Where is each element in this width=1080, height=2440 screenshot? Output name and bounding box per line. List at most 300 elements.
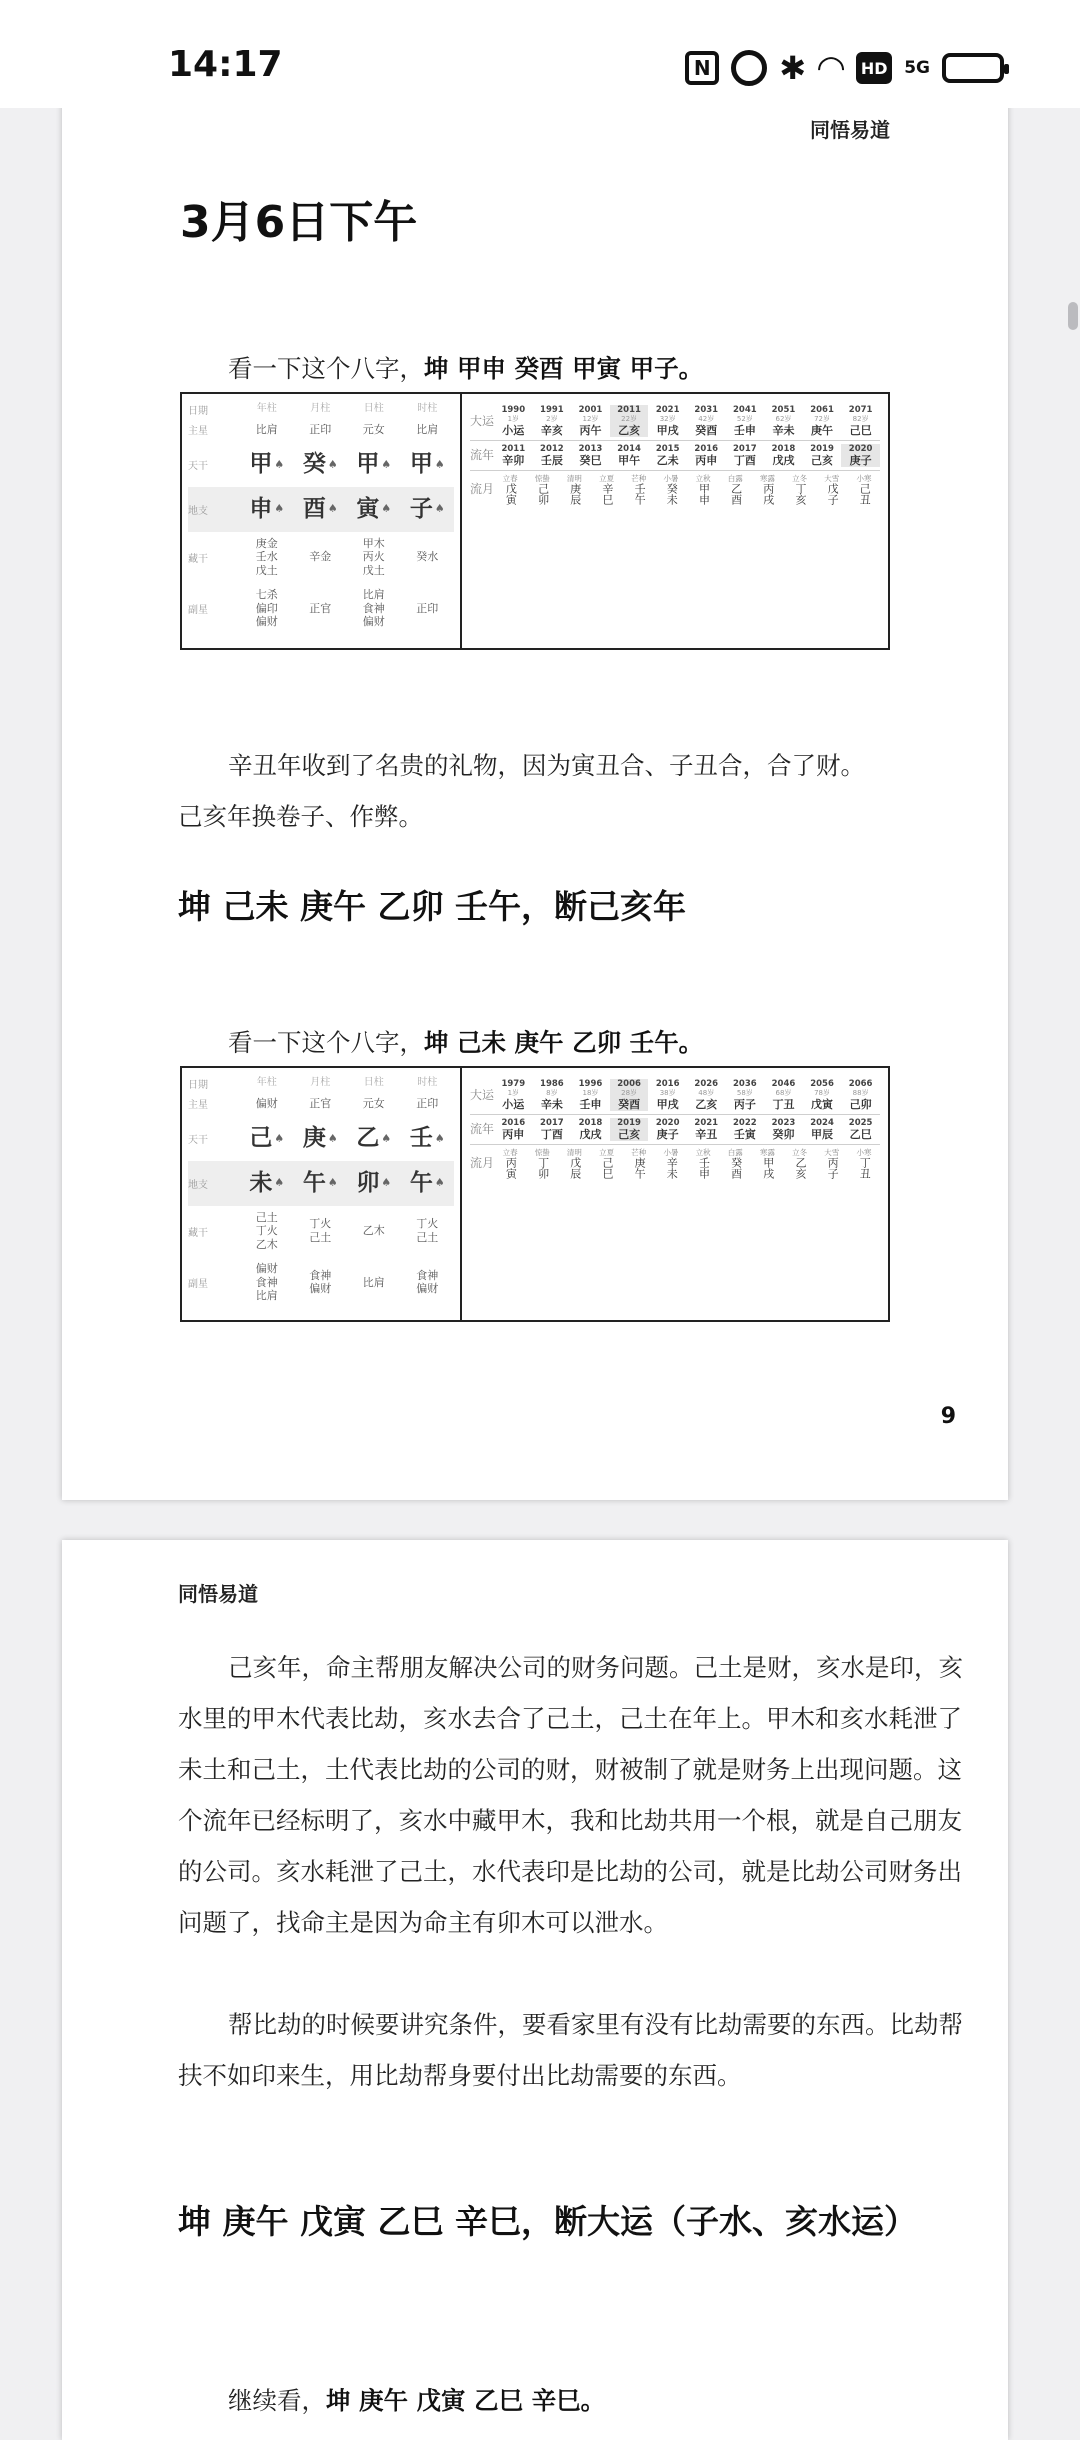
liuyue-term: 白露 <box>727 474 743 484</box>
running-head: 同悟易道 <box>178 1582 258 1606</box>
dayun-age: 58岁 <box>736 1089 753 1098</box>
liuyue-term: 寒露 <box>759 1148 775 1158</box>
dayun-ganzhi: 丙子 <box>733 1097 756 1111</box>
dayun-ganzhi: 甲戌 <box>656 423 679 437</box>
paragraph-1: 辛丑年收到了名贵的礼物，因为寅丑合、子丑合，合了财。 己亥年换卷子、作弊。 <box>178 751 865 831</box>
pillar-row-label: 主星 <box>188 426 208 437</box>
pillar-row <box>188 1116 454 1161</box>
dayun-year: 2041 <box>733 405 757 415</box>
pillar-character-text: 午 <box>302 1169 326 1196</box>
5g-signal-icon: 5G <box>904 57 930 78</box>
liuyue-ganzhi: 甲戌 <box>761 1157 775 1180</box>
pillar-header-row <box>188 1076 454 1091</box>
liuyue-term: 立秋 <box>695 474 711 484</box>
dayun-cell <box>494 1079 533 1111</box>
liunian-year: 2021 <box>694 1117 719 1128</box>
liuyue-cell <box>719 1148 751 1179</box>
liunian-cell <box>571 1118 610 1141</box>
liuyue-term: 惊蛰 <box>534 474 550 484</box>
pillar-character <box>347 495 401 524</box>
pillar-character-text: 酉 <box>302 495 326 522</box>
liuyue-cell <box>687 474 719 505</box>
dayun-ganzhi: 壬申 <box>579 1097 602 1111</box>
liuyue-ganzhi: 己卯 <box>536 483 550 506</box>
pillar-row-label: 天干 <box>188 460 208 472</box>
dayun-year: 2036 <box>733 1079 757 1089</box>
pillar-cell: 食神 偏财 <box>416 1268 439 1296</box>
liuyue-cell <box>816 1148 848 1179</box>
liunian-year: 2025 <box>848 1117 873 1128</box>
pillar-character <box>347 1169 401 1198</box>
liuyue-row <box>470 471 880 508</box>
bazi-chart-figure-2 <box>180 1066 890 1322</box>
dayun-cell <box>648 405 687 437</box>
liunian-year: 2017 <box>540 1117 564 1128</box>
liuyue-term: 立夏 <box>599 474 615 484</box>
dayun-year: 2001 <box>578 405 603 415</box>
liunian-year: 2018 <box>771 443 796 454</box>
liunian-year: 2022 <box>733 1117 757 1128</box>
liunian-cell <box>803 444 842 467</box>
liunian-ganzhi: 乙巳 <box>849 1127 872 1141</box>
hd-icon: HD <box>856 52 892 84</box>
pillar-cell: 比肩 <box>362 1275 385 1289</box>
element-mark-icon: ♠ <box>434 457 445 471</box>
liuyue-cell <box>848 1148 880 1179</box>
element-mark-icon: ♠ <box>327 502 338 516</box>
liunian-year: 2016 <box>694 443 719 454</box>
liuyue-cell <box>719 474 751 505</box>
liunian-cell <box>687 1118 726 1141</box>
liunian-year: 2020 <box>655 1117 680 1128</box>
pillar-cell: 正印 <box>309 422 332 436</box>
liunian-ganzhi: 癸巳 <box>579 453 602 467</box>
pillar-row-label: 藏干 <box>188 553 208 565</box>
pillar-character-text: 寅 <box>356 495 380 522</box>
dayun-ganzhi: 辛亥 <box>540 423 563 437</box>
liunian-cell <box>648 444 687 467</box>
liuyue-term: 白露 <box>727 1148 743 1158</box>
liuyue-ganzhi: 丙子 <box>826 1157 840 1180</box>
pillar-character <box>401 450 455 479</box>
dayun-ganzhi: 辛未 <box>772 423 795 437</box>
liunian-cell <box>533 1118 572 1141</box>
dayun-cell <box>687 405 726 437</box>
pillar-character <box>294 450 348 479</box>
liuyue-ganzhi: 癸未 <box>665 483 679 506</box>
liunian-cell <box>726 444 765 467</box>
dayun-cell <box>610 1079 649 1111</box>
liuyue-term: 芒种 <box>631 474 647 484</box>
dayun-cell <box>841 405 880 437</box>
liuyue-ganzhi: 甲申 <box>697 483 711 506</box>
dayun-year: 2006 <box>617 1079 641 1089</box>
liuyue-cell <box>591 474 623 505</box>
liuyue-term: 大雪 <box>824 474 840 484</box>
alarm-icon <box>731 50 767 86</box>
liunian-year: 2019 <box>810 443 834 454</box>
intro-line-1: 看一下这个八字，坤 甲申 癸酉 甲寅 甲子。 <box>228 354 704 383</box>
liunian-year: 2023 <box>771 1117 796 1128</box>
dayun-ganzhi: 丁丑 <box>772 1097 795 1111</box>
dayun-label: 大运 <box>470 1087 495 1102</box>
dayun-ganzhi: 戊寅 <box>811 1097 834 1111</box>
pillar-row-label: 副星 <box>188 1278 208 1290</box>
dayun-cell <box>687 1079 726 1111</box>
dayun-age: 38岁 <box>659 1089 676 1098</box>
liunian-year: 2016 <box>501 1117 526 1128</box>
pillar-header: 月柱 <box>310 1077 331 1089</box>
battery-icon <box>942 53 1004 83</box>
pillar-cell: 比肩 食神 偏财 <box>362 587 385 629</box>
dayun-age: 68岁 <box>775 1089 792 1098</box>
dayun-year: 2016 <box>655 1079 680 1089</box>
dayun-ganzhi: 癸酉 <box>695 423 718 437</box>
element-mark-icon: ♠ <box>381 502 392 516</box>
pillar-cell: 正官 <box>309 601 332 615</box>
liuyue-term: 惊蛰 <box>534 1148 550 1158</box>
liunian-ganzhi: 己亥 <box>811 453 834 467</box>
dayun-ganzhi: 庚午 <box>811 423 834 437</box>
liunian-cells <box>494 1118 880 1141</box>
dayun-cell <box>726 1079 765 1111</box>
status-icons <box>685 48 1004 88</box>
dayun-age: 88岁 <box>852 1089 869 1098</box>
liunian-row <box>470 441 880 471</box>
liunian-cell <box>687 444 726 467</box>
liuyue-term: 寒露 <box>759 474 775 484</box>
pillar-row <box>188 1091 454 1116</box>
dayun-ganzhi: 小运 <box>502 423 525 437</box>
element-mark-icon: ♠ <box>434 1176 445 1190</box>
dayun-ganzhi: 己巳 <box>849 423 872 437</box>
pillar-character <box>401 495 455 524</box>
liuyue-term: 立秋 <box>695 1148 711 1158</box>
dayun-cell <box>571 405 610 437</box>
dayun-ganzhi: 乙亥 <box>695 1097 718 1111</box>
dayun-cell <box>726 405 765 437</box>
nfc-icon: N <box>685 51 719 85</box>
liunian-cell <box>610 444 649 467</box>
liuyue-cell <box>784 1148 816 1179</box>
liuyue-cell <box>655 474 687 505</box>
dayun-age: 1岁 <box>507 1089 520 1098</box>
pillar-character <box>401 1124 455 1153</box>
dayun-cell <box>648 1079 687 1111</box>
liunian-year: 2024 <box>810 1117 834 1128</box>
liuyue-cell <box>655 1148 687 1179</box>
element-mark-icon: ♠ <box>327 457 338 471</box>
liuyue-ganzhi: 庚辰 <box>568 483 582 506</box>
dayun-year: 1986 <box>540 1079 564 1089</box>
pillar-cell: 甲木 丙火 戊土 <box>362 536 385 577</box>
pillar-character <box>240 1169 294 1198</box>
pillar-character-text: 申 <box>249 495 273 522</box>
pillar-character <box>294 495 348 524</box>
bazi-chart-figure-1 <box>180 392 890 650</box>
pillar-row-label: 副星 <box>188 604 208 616</box>
pillar-character-text: 卯 <box>356 1169 380 1196</box>
dayun-age: 52岁 <box>736 415 753 424</box>
dayun-age: 28岁 <box>621 1089 638 1098</box>
pillar-character-text: 己 <box>249 1125 273 1151</box>
pillar-row-label: 主星 <box>188 1100 208 1111</box>
page-number: 9 <box>940 1404 956 1429</box>
status-bar <box>0 0 1080 108</box>
liunian-ganzhi: 乙未 <box>656 453 679 467</box>
liuyue-term: 大雪 <box>824 1148 840 1158</box>
liunian-ganzhi: 己亥 <box>618 1127 641 1141</box>
element-mark-icon: ♠ <box>274 1131 285 1145</box>
liuyue-ganzhi: 丁亥 <box>793 483 807 506</box>
pillar-row <box>188 487 454 532</box>
pillar-character <box>294 1124 348 1153</box>
liunian-year: 2019 <box>617 1117 641 1128</box>
pillar-row <box>188 417 454 442</box>
pillar-cell: 偏财 <box>255 1096 278 1110</box>
element-mark-icon: ♠ <box>327 1176 338 1190</box>
luck-table <box>462 1068 888 1320</box>
paragraph-3: 帮比劫的时候要讲究条件，要看家里有没有比劫需要的东西。比劫帮扶不如印来生，用比劫帮身要付出比劫需要的东西。 <box>178 2010 963 2090</box>
pillar-cell: 丁火 己土 <box>416 1217 439 1245</box>
liuyue-term: 清明 <box>566 1148 582 1158</box>
scrollbar-thumb[interactable] <box>1068 302 1078 330</box>
pillar-cell: 乙木 <box>362 1224 385 1238</box>
element-mark-icon: ♠ <box>327 1131 338 1145</box>
pillar-row <box>188 583 454 634</box>
liunian-ganzhi: 辛卯 <box>502 453 525 467</box>
liunian-label: 流年 <box>470 448 495 463</box>
pillar-cell: 比肩 <box>416 422 439 436</box>
pillars-table <box>182 394 462 648</box>
dayun-year: 2031 <box>694 405 719 415</box>
liunian-ganzhi: 丙申 <box>502 1127 525 1141</box>
pillar-row <box>188 1206 454 1257</box>
liunian-ganzhi: 丙申 <box>695 453 718 467</box>
liunian-ganzhi: 甲午 <box>618 453 641 467</box>
dayun-year: 2051 <box>771 405 796 415</box>
pillar-character-text: 癸 <box>302 451 326 477</box>
liuyue-term: 小暑 <box>663 1148 679 1158</box>
liuyue-term: 清明 <box>566 474 582 484</box>
dayun-ganzhi: 癸酉 <box>618 1097 641 1111</box>
liunian-year: 2017 <box>733 443 757 454</box>
section-title-1: 坤 己未 庚午 乙卯 壬午，断己亥年 <box>178 887 686 926</box>
dayun-year: 1979 <box>501 1079 526 1089</box>
dayun-age: 2岁 <box>546 415 558 424</box>
liuyue-ganzhi: 壬午 <box>633 483 647 506</box>
dayun-year: 2026 <box>694 1079 719 1089</box>
pillar-character-text: 甲 <box>356 451 380 477</box>
pillar-row-label: 天干 <box>188 1134 208 1146</box>
dayun-year: 2061 <box>810 405 834 415</box>
liuyue-ganzhi: 己巳 <box>600 1157 614 1180</box>
liunian-ganzhi: 戊戌 <box>579 1127 602 1141</box>
pillar-character-text: 庚 <box>302 1125 326 1151</box>
liuyue-cell <box>623 1148 655 1179</box>
pillar-cell: 七杀 偏印 偏财 <box>255 587 278 629</box>
liuyue-ganzhi: 丁卯 <box>536 1157 550 1180</box>
liunian-cells <box>494 444 880 467</box>
pillar-character <box>401 1169 455 1198</box>
dayun-ganzhi: 乙亥 <box>618 423 641 437</box>
dayun-cell <box>571 1079 610 1111</box>
pillar-cell: 食神 偏财 <box>309 1268 332 1296</box>
liuyue-cell <box>687 1148 719 1179</box>
liuyue-ganzhi: 丙戌 <box>761 483 775 506</box>
dayun-age: 82岁 <box>852 415 869 424</box>
liuyue-term: 小暑 <box>663 474 679 484</box>
liuyue-ganzhi: 丙寅 <box>504 1157 518 1180</box>
pillar-row <box>188 1257 454 1308</box>
liuyue-cell <box>494 1148 526 1179</box>
liunian-cell <box>764 444 803 467</box>
dayun-cell <box>610 405 649 437</box>
intro-line-2: 看一下这个八字，坤 己未 庚午 乙卯 壬午。 <box>228 1028 704 1057</box>
dayun-cell <box>803 405 842 437</box>
dayun-age: 62岁 <box>775 415 792 424</box>
liuyue-ganzhi: 乙亥 <box>793 1157 807 1180</box>
dayun-row <box>470 1076 880 1115</box>
pillar-cell: 癸水 <box>416 550 439 564</box>
document-page-10 <box>62 1540 1008 2440</box>
liuyue-ganzhi: 戊寅 <box>504 483 518 506</box>
paragraph-2: 己亥年，命主帮朋友解决公司的财务问题。己土是财，亥水是印，亥水里的甲木代表比劫，亥水去合了己土，己土在年上。甲木和亥水耗泄了未土和己土，土代表比劫的公司的财，财被制了就是财务上出现问题。这个流年已经标明了，亥水中藏甲木，我和比劫共用一个根，就是自己朋友的公司。亥水耗泄了己土，水代表印是比劫的公司，就是比劫公司财务出问题了，找命主是因为命主有卯木可以泄水。 <box>178 1653 963 1937</box>
liunian-year: 2013 <box>578 443 603 454</box>
dayun-age: 72岁 <box>814 415 830 424</box>
running-head: 同悟易道 <box>810 118 890 142</box>
liuyue-term: 芒种 <box>631 1148 647 1158</box>
pillar-cell: 丁火 己土 <box>309 1217 332 1245</box>
dayun-row <box>470 402 880 441</box>
liuyue-ganzhi: 庚午 <box>633 1157 647 1180</box>
section-title-2: 坤 庚午 戊寅 乙巳 辛巳，断大运（子水、亥水运） <box>178 2202 917 2241</box>
liuyue-term: 立春 <box>502 474 518 484</box>
dayun-age: 48岁 <box>698 1089 715 1098</box>
liunian-cell <box>841 444 880 467</box>
pillar-row <box>188 1161 454 1206</box>
liunian-cell <box>803 1118 842 1141</box>
dayun-year: 1991 <box>540 405 564 415</box>
dayun-age: 1岁 <box>507 415 520 424</box>
liunian-ganzhi: 庚子 <box>656 1127 679 1141</box>
liuyue-cell <box>494 474 526 505</box>
liuyue-cell <box>751 1148 783 1179</box>
liuyue-ganzhi: 辛巳 <box>600 483 614 506</box>
liuyue-ganzhi: 癸酉 <box>729 1157 743 1180</box>
liuyue-cell <box>591 1148 623 1179</box>
element-mark-icon: ♠ <box>381 1131 392 1145</box>
liunian-cell <box>571 444 610 467</box>
dayun-label: 大运 <box>470 413 495 428</box>
liuyue-ganzhi: 戊子 <box>826 483 840 506</box>
pillar-header: 年柱 <box>256 1077 277 1089</box>
liuyue-ganzhi: 戊辰 <box>568 1157 582 1180</box>
pillar-character-text: 乙 <box>356 1125 380 1151</box>
liuyue-cell <box>558 474 590 505</box>
liunian-cell <box>764 1118 803 1141</box>
dayun-cell <box>533 405 572 437</box>
dayun-cell <box>764 405 803 437</box>
dayun-year: 2011 <box>617 405 641 415</box>
liunian-cell <box>494 444 533 467</box>
liuyue-term: 立冬 <box>792 1148 808 1158</box>
liuyue-ganzhi: 丁丑 <box>858 1157 872 1180</box>
document-page-9 <box>62 100 1008 1500</box>
liunian-ganzhi: 癸卯 <box>772 1127 795 1141</box>
pillar-header: 时柱 <box>417 403 438 415</box>
pillar-row-label: 地支 <box>188 1179 208 1191</box>
liunian-cell <box>841 1118 880 1141</box>
dayun-cells <box>494 1079 880 1111</box>
liunian-ganzhi: 丁酉 <box>540 1127 563 1141</box>
dayun-cell <box>533 1079 572 1111</box>
pillar-character <box>347 1124 401 1153</box>
dayun-age: 8岁 <box>546 1089 558 1098</box>
pillar-character-text: 壬 <box>409 1125 433 1151</box>
bluetooth-icon: ✱ <box>779 49 807 87</box>
pillar-row-label: 地支 <box>188 505 208 517</box>
pillar-header: 年柱 <box>256 403 277 415</box>
pillar-character <box>240 450 294 479</box>
dayun-age: 22岁 <box>621 415 638 424</box>
liuyue-term: 立夏 <box>599 1148 615 1158</box>
liuyue-ganzhi: 辛未 <box>665 1157 679 1180</box>
dayun-year: 2056 <box>810 1079 834 1089</box>
liuyue-cells <box>494 474 880 505</box>
pillar-cell: 元女 <box>362 1096 385 1110</box>
dayun-year: 2046 <box>771 1079 796 1089</box>
dayun-ganzhi: 丙午 <box>579 423 602 437</box>
pillar-row <box>188 442 454 487</box>
chapter-title: 3月6日下午 <box>180 197 418 248</box>
pillar-character-text: 子 <box>409 495 433 522</box>
dayun-year: 2021 <box>655 405 680 415</box>
liunian-cell <box>610 1118 649 1141</box>
liunian-row <box>470 1115 880 1145</box>
dayun-year: 2066 <box>848 1079 873 1089</box>
dayun-cell <box>764 1079 803 1111</box>
liuyue-cells <box>494 1148 880 1179</box>
pillar-cell: 己土 丁火 乙木 <box>255 1210 278 1251</box>
pillar-cell: 比肩 <box>255 422 278 436</box>
pillar-cell: 正印 <box>416 601 439 615</box>
pillar-character-text: 甲 <box>249 451 273 477</box>
pillar-header: 月柱 <box>310 403 331 415</box>
liunian-year: 2014 <box>617 443 641 454</box>
pillar-character <box>240 495 294 524</box>
dayun-cell <box>494 405 533 437</box>
liuyue-cell <box>816 474 848 505</box>
pillar-header: 时柱 <box>417 1077 438 1089</box>
liuyue-label: 流月 <box>470 482 495 497</box>
pillars-table <box>182 1068 462 1320</box>
liuyue-cell <box>526 1148 558 1179</box>
element-mark-icon: ♠ <box>274 457 285 471</box>
liuyue-term: 小寒 <box>856 1148 872 1158</box>
liuyue-term: 立春 <box>502 1148 518 1158</box>
dayun-ganzhi: 辛未 <box>540 1097 563 1111</box>
liunian-cell <box>533 444 572 467</box>
dayun-year: 1990 <box>501 405 526 415</box>
liunian-ganzhi: 丁酉 <box>733 453 756 467</box>
liuyue-ganzhi: 己丑 <box>858 483 872 506</box>
liuyue-ganzhi: 壬申 <box>697 1157 711 1180</box>
element-mark-icon: ♠ <box>434 1131 445 1145</box>
liunian-year: 2018 <box>578 1117 603 1128</box>
liunian-ganzhi: 壬寅 <box>733 1127 756 1141</box>
pillar-header-row <box>188 402 454 417</box>
